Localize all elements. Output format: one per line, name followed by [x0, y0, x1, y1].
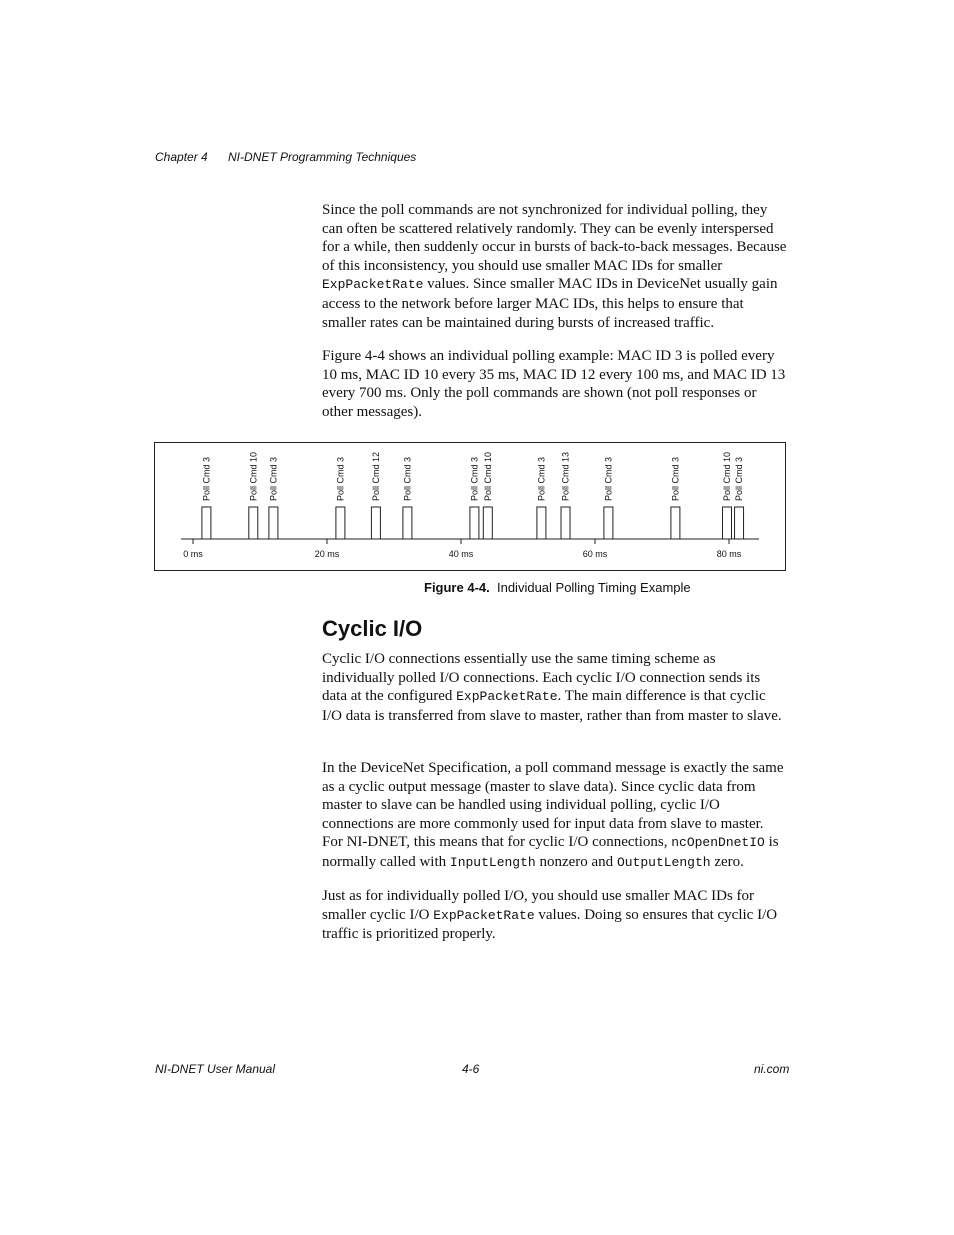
time-axis-tick-label: 60 ms	[582, 549, 608, 559]
poll-command-label: Poll Cmd 3	[402, 456, 413, 501]
footer-manual-name: NI-DNET User Manual	[155, 1062, 276, 1076]
poll-command-pulse	[336, 507, 345, 539]
paragraph-polling-scatter	[322, 201, 788, 332]
figure-label: Figure 4-4.	[424, 580, 490, 595]
poll-command-pulse	[269, 507, 278, 539]
text-run: zero.	[710, 853, 744, 870]
paragraph-text	[322, 201, 788, 332]
poll-command-pulse	[735, 507, 744, 539]
paragraph-figure-intro	[322, 347, 788, 421]
poll-command-label: Poll Cmd 3	[335, 456, 346, 501]
poll-command-pulse	[722, 507, 731, 539]
code-term: InputLength	[449, 854, 536, 870]
footer-page-number: 4-6	[462, 1062, 480, 1076]
paragraph-devicenet-spec	[322, 759, 788, 873]
poll-command-label: Poll Cmd 10	[721, 451, 732, 501]
figure-caption	[424, 580, 691, 595]
text-run: . The main difference is that cyclic I/O data is transferred from slave to master, rather than from master to slave.	[322, 688, 782, 724]
time-axis-tick-label: 0 ms	[183, 549, 203, 559]
time-axis-tick-label: 40 ms	[448, 549, 474, 559]
text-run: values. Since smaller MAC IDs in DeviceNet usually gain access to the network before larger MAC IDs, this helps to ensure that smaller rates can be maintained during bursts of increased traffic.	[322, 276, 778, 331]
paragraph-prioritization	[322, 887, 788, 944]
poll-command-label: Poll Cmd 13	[560, 451, 571, 501]
poll-command-pulse	[671, 507, 680, 539]
text-run: Since the poll commands are not synchronized for individual polling, they can often be scattered relatively randomly. They can be evenly interspersed for a while, then suddenly occur in bursts of back-to-back messages. Because of this inconsistency, you should use smaller MAC IDs for smaller	[322, 202, 787, 274]
code-term: ncOpenDnetIO	[671, 835, 765, 851]
poll-command-pulse	[537, 507, 546, 539]
poll-command-label: Poll Cmd 10	[482, 451, 493, 501]
section-heading: Cyclic I/O	[322, 616, 423, 641]
running-header-title: NI-DNET Programming Techniques	[228, 150, 417, 164]
text-run: nonzero and	[535, 853, 617, 870]
poll-command-label: Poll Cmd 3	[469, 456, 480, 501]
poll-command-pulse	[604, 507, 613, 539]
poll-command-label: Poll Cmd 3	[603, 456, 614, 501]
figure-caption-text: Individual Polling Timing Example	[496, 580, 691, 595]
text-run: In the DeviceNet Specification, a poll command message is exactly the same as a cyclic output message (master to slave data). Since cyclic data from master to slave can be handled using individual polling, cyclic I/O connections are more commonly used for input data from slave to master. For NI-DNET, this means that for cyclic I/O connections,	[322, 760, 784, 851]
poll-command-label: Poll Cmd 10	[248, 451, 259, 501]
paragraph-text	[322, 887, 788, 944]
poll-command-pulse	[403, 507, 412, 539]
poll-command-label: Poll Cmd 3	[201, 456, 212, 501]
text-run: Cyclic I/O connections essentially use the same timing scheme as individually polled I/O connections. Each cyclic I/O connection sends its data at the configured	[322, 651, 761, 705]
text-run: values. Doing so ensures that cyclic I/O traffic is prioritized properly.	[322, 906, 778, 943]
poll-command-label: Poll Cmd 3	[268, 456, 279, 501]
time-axis-tick-label: 80 ms	[716, 549, 742, 559]
code-term: ExpPacketRate	[322, 277, 424, 293]
poll-command-label: Poll Cmd 3	[670, 456, 681, 501]
paragraph-text	[322, 347, 788, 421]
poll-command-label: Poll Cmd 3	[536, 456, 547, 501]
paragraph-text	[322, 650, 788, 725]
paragraph-cyclic-intro	[322, 650, 788, 725]
poll-command-pulse	[371, 507, 380, 539]
text-run: Figure 4-4 shows an individual polling example: MAC ID 3 is polled every 10 ms, MAC ID 10 every 35 ms, MAC ID 12 every 100 ms, and MAC ID 13 every 700 ms. Only the poll commands are shown (not poll responses or other messages).	[322, 348, 786, 420]
poll-command-pulse	[249, 507, 258, 539]
poll-command-label: Poll Cmd 12	[370, 451, 381, 501]
code-term: ExpPacketRate	[456, 689, 558, 705]
text-run: Just as for individually polled I/O, you should use smaller MAC IDs for smaller cyclic I/O	[322, 888, 755, 923]
code-term: ExpPacketRate	[433, 907, 535, 923]
time-axis-tick-label: 20 ms	[314, 549, 340, 559]
poll-command-pulse	[470, 507, 479, 539]
running-header-chapter: Chapter 4	[155, 150, 208, 164]
poll-command-pulse	[202, 507, 211, 539]
poll-command-label: Poll Cmd 3	[734, 456, 745, 501]
poll-command-pulse	[483, 507, 492, 539]
paragraph-text	[322, 759, 788, 873]
poll-command-pulse	[561, 507, 570, 539]
footer-site: ni.com	[754, 1062, 790, 1076]
text-run: is normally called with	[322, 834, 779, 870]
timing-chart	[155, 443, 785, 570]
figure-timing-diagram	[154, 442, 786, 571]
code-term: OutputLength	[616, 854, 711, 870]
